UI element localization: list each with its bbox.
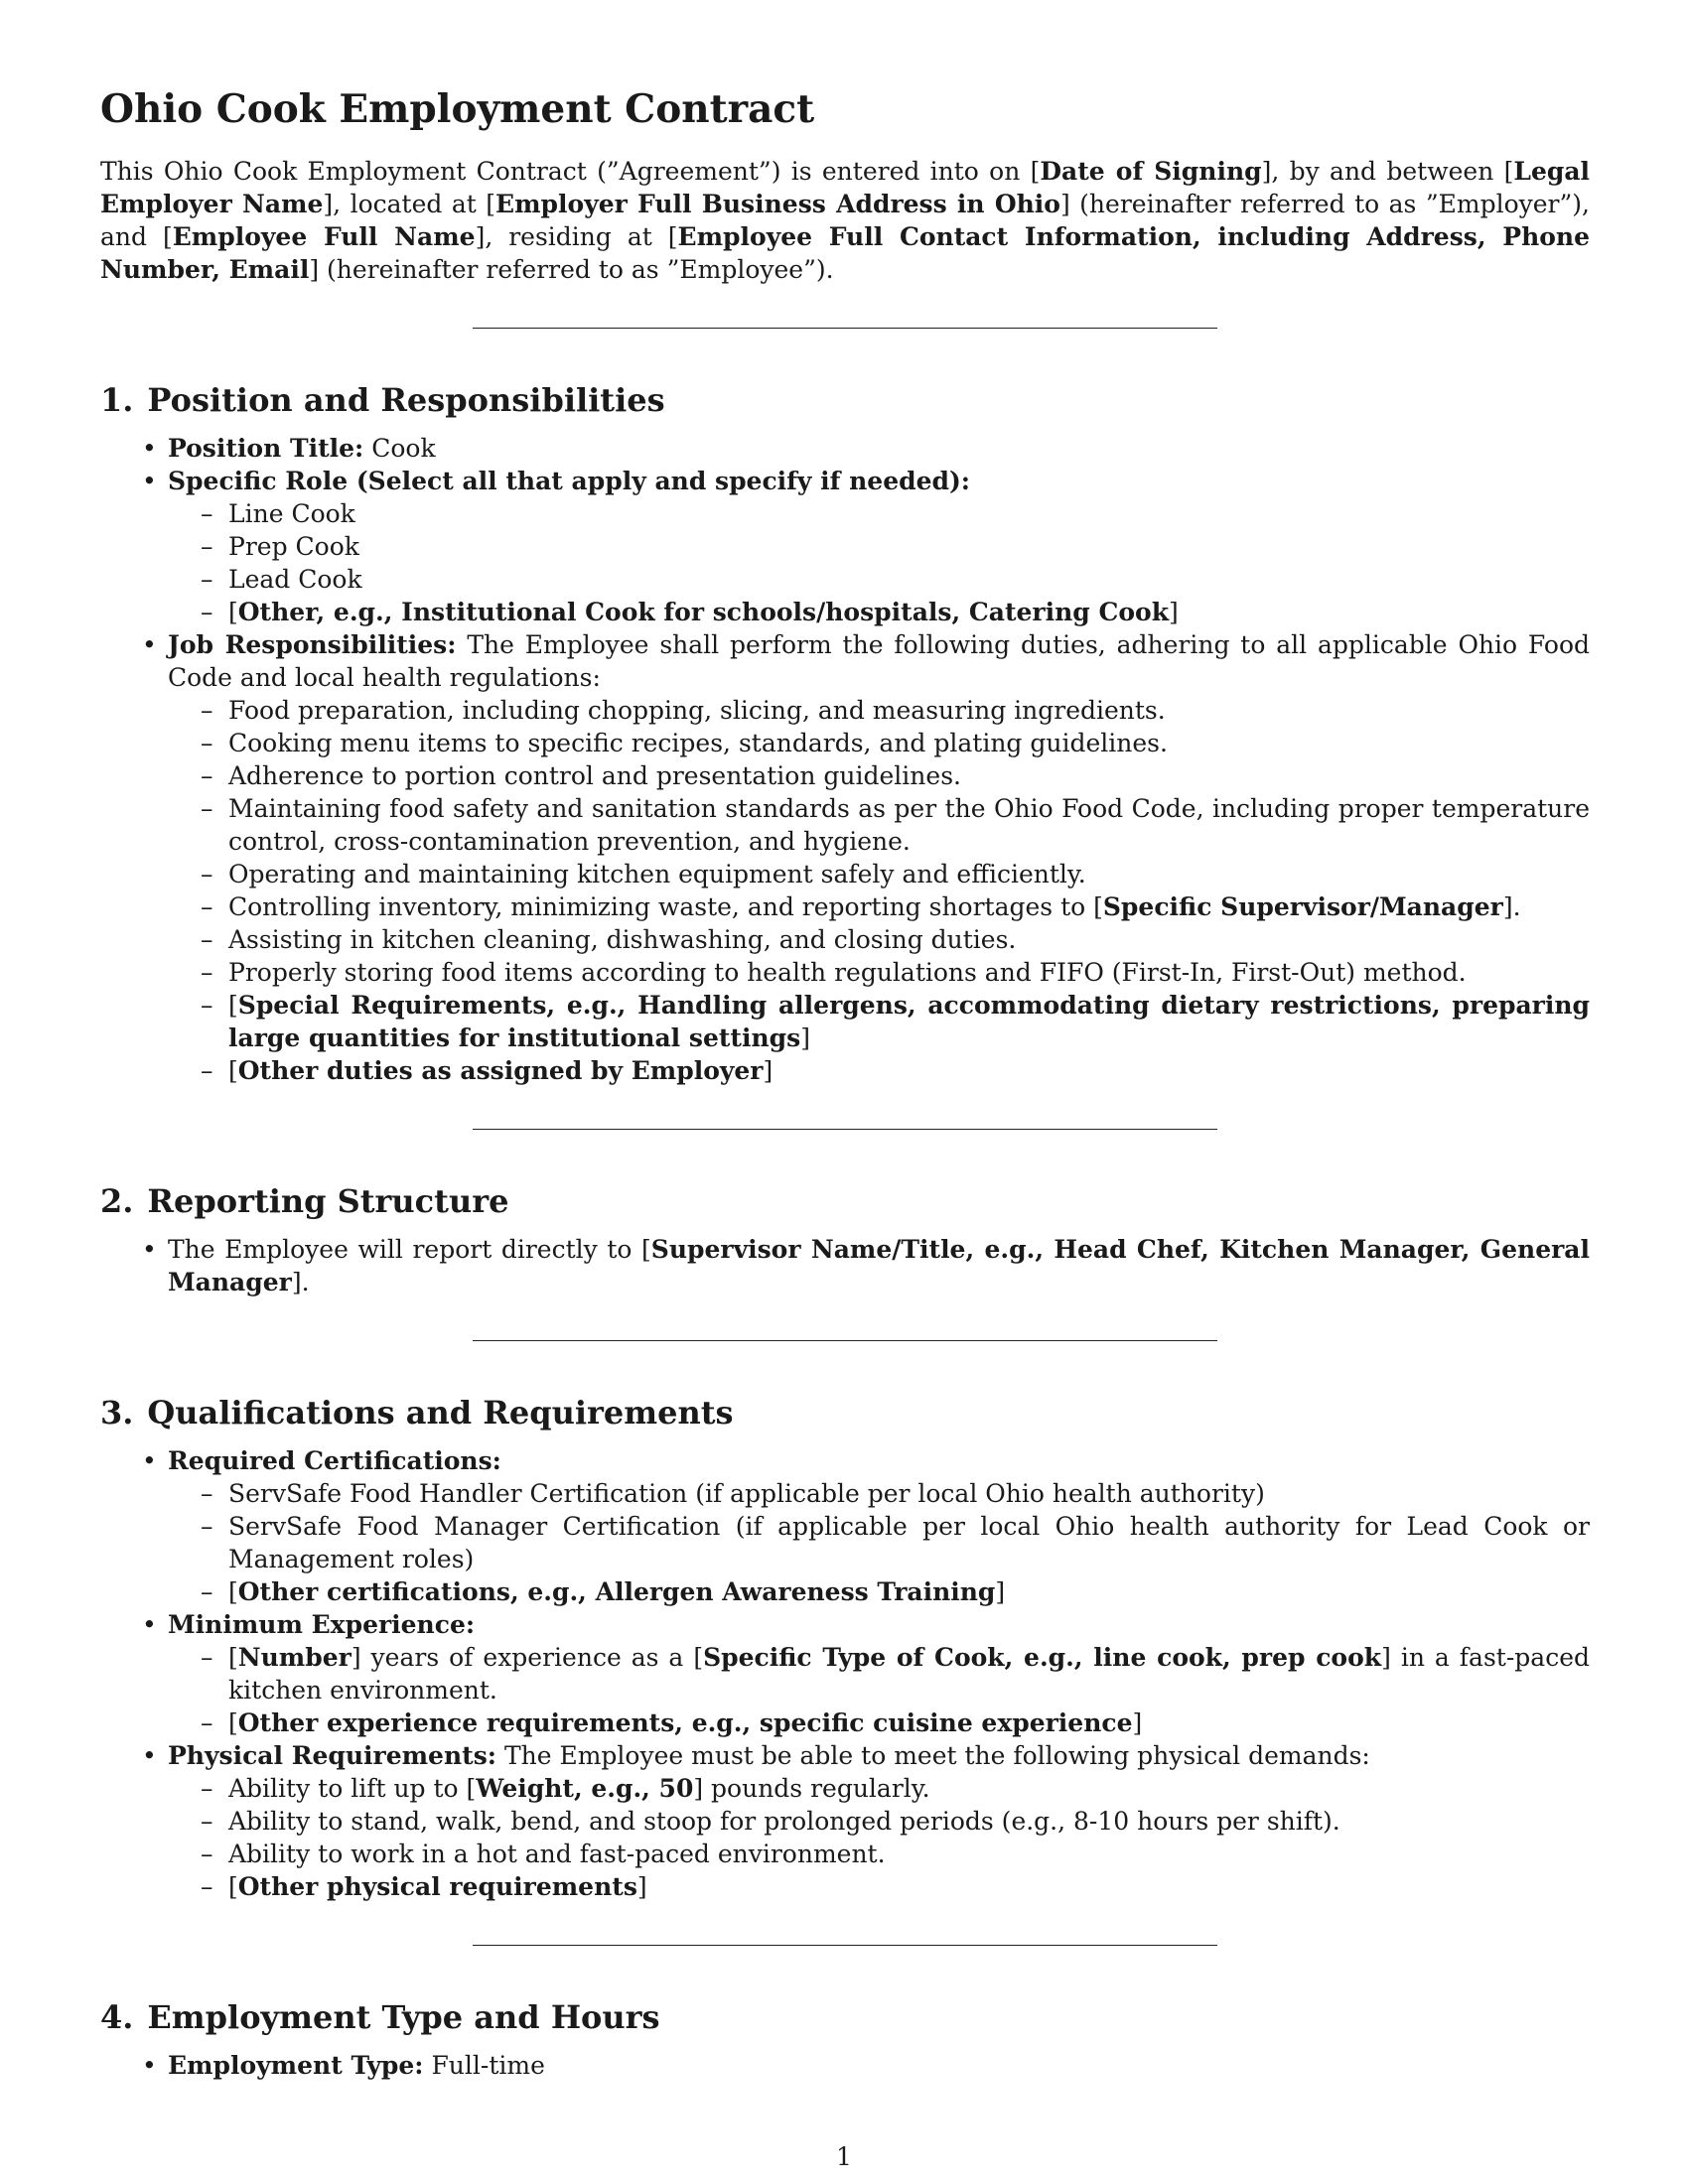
field-value: Full-time — [431, 2051, 545, 2080]
experience-item: – [Other experience requirements, e.g., specific cuisine experience] — [228, 1706, 1590, 1739]
employee-name-placeholder: Employee Full Name — [172, 222, 476, 251]
field-label: Required Certifications: — [168, 1446, 501, 1475]
duty-item: – Assisting in kitchen cleaning, dishwashing, and closing duties. — [228, 923, 1590, 956]
section-divider — [473, 1945, 1217, 1946]
list-item — [168, 628, 1590, 1087]
list-item — [168, 1739, 1590, 1903]
section-title: Position and Responsibilities — [147, 381, 665, 419]
physical-list — [168, 1772, 1590, 1903]
intro-text: ] (hereinafter referred to as ”Employee”). — [309, 255, 834, 284]
field-value: The Employee must be able to meet the following physical demands: — [503, 1741, 1370, 1770]
employer-name-placeholder: Legal Employer Name — [100, 157, 1591, 218]
field-value: The Employee shall perform the following duties, adhering to all applicable Ohio Food Code and local health regulations: — [168, 630, 1591, 692]
duty-text: Controlling inventory, minimizing waste, and reporting shortages to [ — [228, 892, 1103, 921]
cert-item: – ServSafe Food Manager Certification (if applicable per local Ohio health authority for Lead Cook or Management roles) — [228, 1510, 1590, 1575]
item-text: Ability to lift up to [ — [228, 1774, 477, 1803]
placeholder: Other certifications, e.g., Allergen Awareness Training — [237, 1577, 996, 1606]
employee-contact-placeholder: Employee Full Contact Information, including Address, Phone Number, Email — [100, 222, 1591, 284]
intro-text: ] (hereinafter referred to as ”Employer”), and [ — [100, 190, 1590, 251]
placeholder: Specific Supervisor/Manager — [1102, 892, 1503, 921]
physical-item: – Ability to stand, walk, bend, and stoop for prolonged periods (e.g., 8-10 hours per shift). — [228, 1805, 1590, 1838]
contract-page — [100, 85, 1590, 2082]
section-heading-2 — [100, 1181, 1590, 1221]
item-text: ] pounds regularly. — [693, 1774, 930, 1803]
list-item — [168, 1608, 1590, 1739]
experience-list — [168, 1641, 1590, 1739]
role-item: – [Other, e.g., Institutional Cook for schools/hospitals, Catering Cook] — [228, 596, 1590, 628]
placeholder: Number — [237, 1643, 352, 1672]
placeholder: Other duties as assigned by Employer — [237, 1056, 764, 1085]
section-title: Employment Type and Hours — [147, 1998, 660, 2036]
section-3-list — [100, 1444, 1590, 1903]
cert-item: – [Other certifications, e.g., Allergen Awareness Training] — [228, 1575, 1590, 1608]
section-number: 1. — [100, 381, 134, 419]
duty-item: – Adherence to portion control and presentation guidelines. — [228, 759, 1590, 792]
section-title: Reporting Structure — [147, 1182, 509, 1220]
placeholder: Other physical requirements — [237, 1872, 637, 1901]
item-text: ]. — [291, 1268, 310, 1297]
section-number: 3. — [100, 1394, 134, 1432]
list-item — [168, 1233, 1590, 1298]
duty-list — [168, 694, 1590, 1087]
item-text: ] years of experience as a [ — [351, 1643, 704, 1672]
list-item — [168, 2049, 1590, 2082]
placeholder: Supervisor Name/Title, e.g., Head Chef, Kitchen Manager, General Manager — [168, 1235, 1590, 1297]
duty-item: – Maintaining food safety and sanitation standards as per the Ohio Food Code, including proper temperature control, cross-contamination prevention, and hygiene. — [228, 792, 1590, 858]
intro-text: ], residing at [ — [475, 222, 678, 251]
placeholder: Specific Type of Cook, e.g., line cook, prep cook — [703, 1643, 1382, 1672]
section-2-list — [100, 1233, 1590, 1298]
duty-item: – Cooking menu items to specific recipes, standards, and plating guidelines. — [228, 727, 1590, 759]
document-title: Ohio Cook Employment Contract — [100, 86, 815, 132]
duty-item: – Operating and maintaining kitchen equipment safely and efficiently. — [228, 858, 1590, 890]
placeholder: Weight, e.g., 50 — [476, 1774, 694, 1803]
page-number: 1 — [836, 2142, 852, 2171]
duty-item: – Properly storing food items according to health regulations and FIFO (First-In, First-Out) method. — [228, 956, 1590, 989]
section-heading-1 — [100, 380, 1590, 420]
intro-text: ], by and between [ — [1261, 157, 1514, 186]
role-item: – Lead Cook — [228, 563, 1590, 596]
role-item: – Prep Cook — [228, 530, 1590, 563]
field-label: Employment Type: — [168, 2051, 424, 2080]
list-item — [168, 432, 1590, 465]
list-item — [168, 465, 1590, 628]
intro-text: ], located at [ — [323, 190, 496, 218]
section-heading-3 — [100, 1393, 1590, 1433]
list-item — [168, 1444, 1590, 1608]
physical-item — [228, 1772, 1590, 1805]
physical-item: – Ability to work in a hot and fast-paced environment. — [228, 1838, 1590, 1870]
field-label: Minimum Experience: — [168, 1610, 476, 1639]
section-number: 2. — [100, 1182, 134, 1220]
section-1-list — [100, 432, 1590, 1087]
intro-text: This Ohio Cook Employment Contract (”Agreement”) is entered into on [ — [100, 157, 1041, 186]
placeholder: Other, e.g., Institutional Cook for schools/hospitals, Catering Cook — [237, 598, 1170, 626]
duty-text: ]. — [1502, 892, 1521, 921]
date-placeholder: Date of Signing — [1040, 157, 1262, 186]
field-label: Position Title: — [168, 434, 364, 463]
section-divider — [473, 1129, 1217, 1130]
section-title: Qualifications and Requirements — [147, 1394, 734, 1432]
role-item: – Line Cook — [228, 497, 1590, 530]
section-divider — [473, 1340, 1217, 1341]
placeholder: Other experience requirements, e.g., specific cuisine experience — [237, 1708, 1133, 1737]
item-text: The Employee will report directly to [ — [168, 1235, 651, 1264]
experience-item: – [Number] years of experience as a [Specific Type of Cook, e.g., line cook, prep cook] in a fast-paced kitchen environment. — [228, 1641, 1590, 1706]
duty-item: – [Special Requirements, e.g., Handling allergens, accommodating dietary restrictions, preparing large quantities for institutional settings] — [228, 989, 1590, 1054]
cert-list — [168, 1477, 1590, 1608]
physical-item: – [Other physical requirements] — [228, 1870, 1590, 1903]
duty-item: – Food preparation, including chopping, slicing, and measuring ingredients. — [228, 694, 1590, 727]
section-4-list — [100, 2049, 1590, 2082]
intro-paragraph — [100, 155, 1590, 286]
employer-address-placeholder: Employer Full Business Address in Ohio — [495, 190, 1060, 218]
field-label: Physical Requirements: — [168, 1741, 496, 1770]
duty-item: – [Other duties as assigned by Employer] — [228, 1054, 1590, 1087]
field-label: Job Responsibilities: — [168, 630, 457, 659]
field-value: Cook — [371, 434, 436, 463]
role-list — [168, 497, 1590, 628]
placeholder: Special Requirements, e.g., Handling allergens, accommodating dietary restrictions, preparing large quantities for institutional settings — [228, 991, 1590, 1052]
cert-item: – ServSafe Food Handler Certification (if applicable per local Ohio health authority) — [228, 1477, 1590, 1510]
duty-item — [228, 890, 1590, 923]
section-heading-4 — [100, 1997, 1590, 2037]
section-divider — [473, 328, 1217, 329]
item-text: ] in a fast-paced kitchen environment. — [228, 1643, 1590, 1705]
section-number: 4. — [100, 1998, 134, 2036]
field-label: Specific Role (Select all that apply and specify if needed): — [168, 467, 971, 495]
